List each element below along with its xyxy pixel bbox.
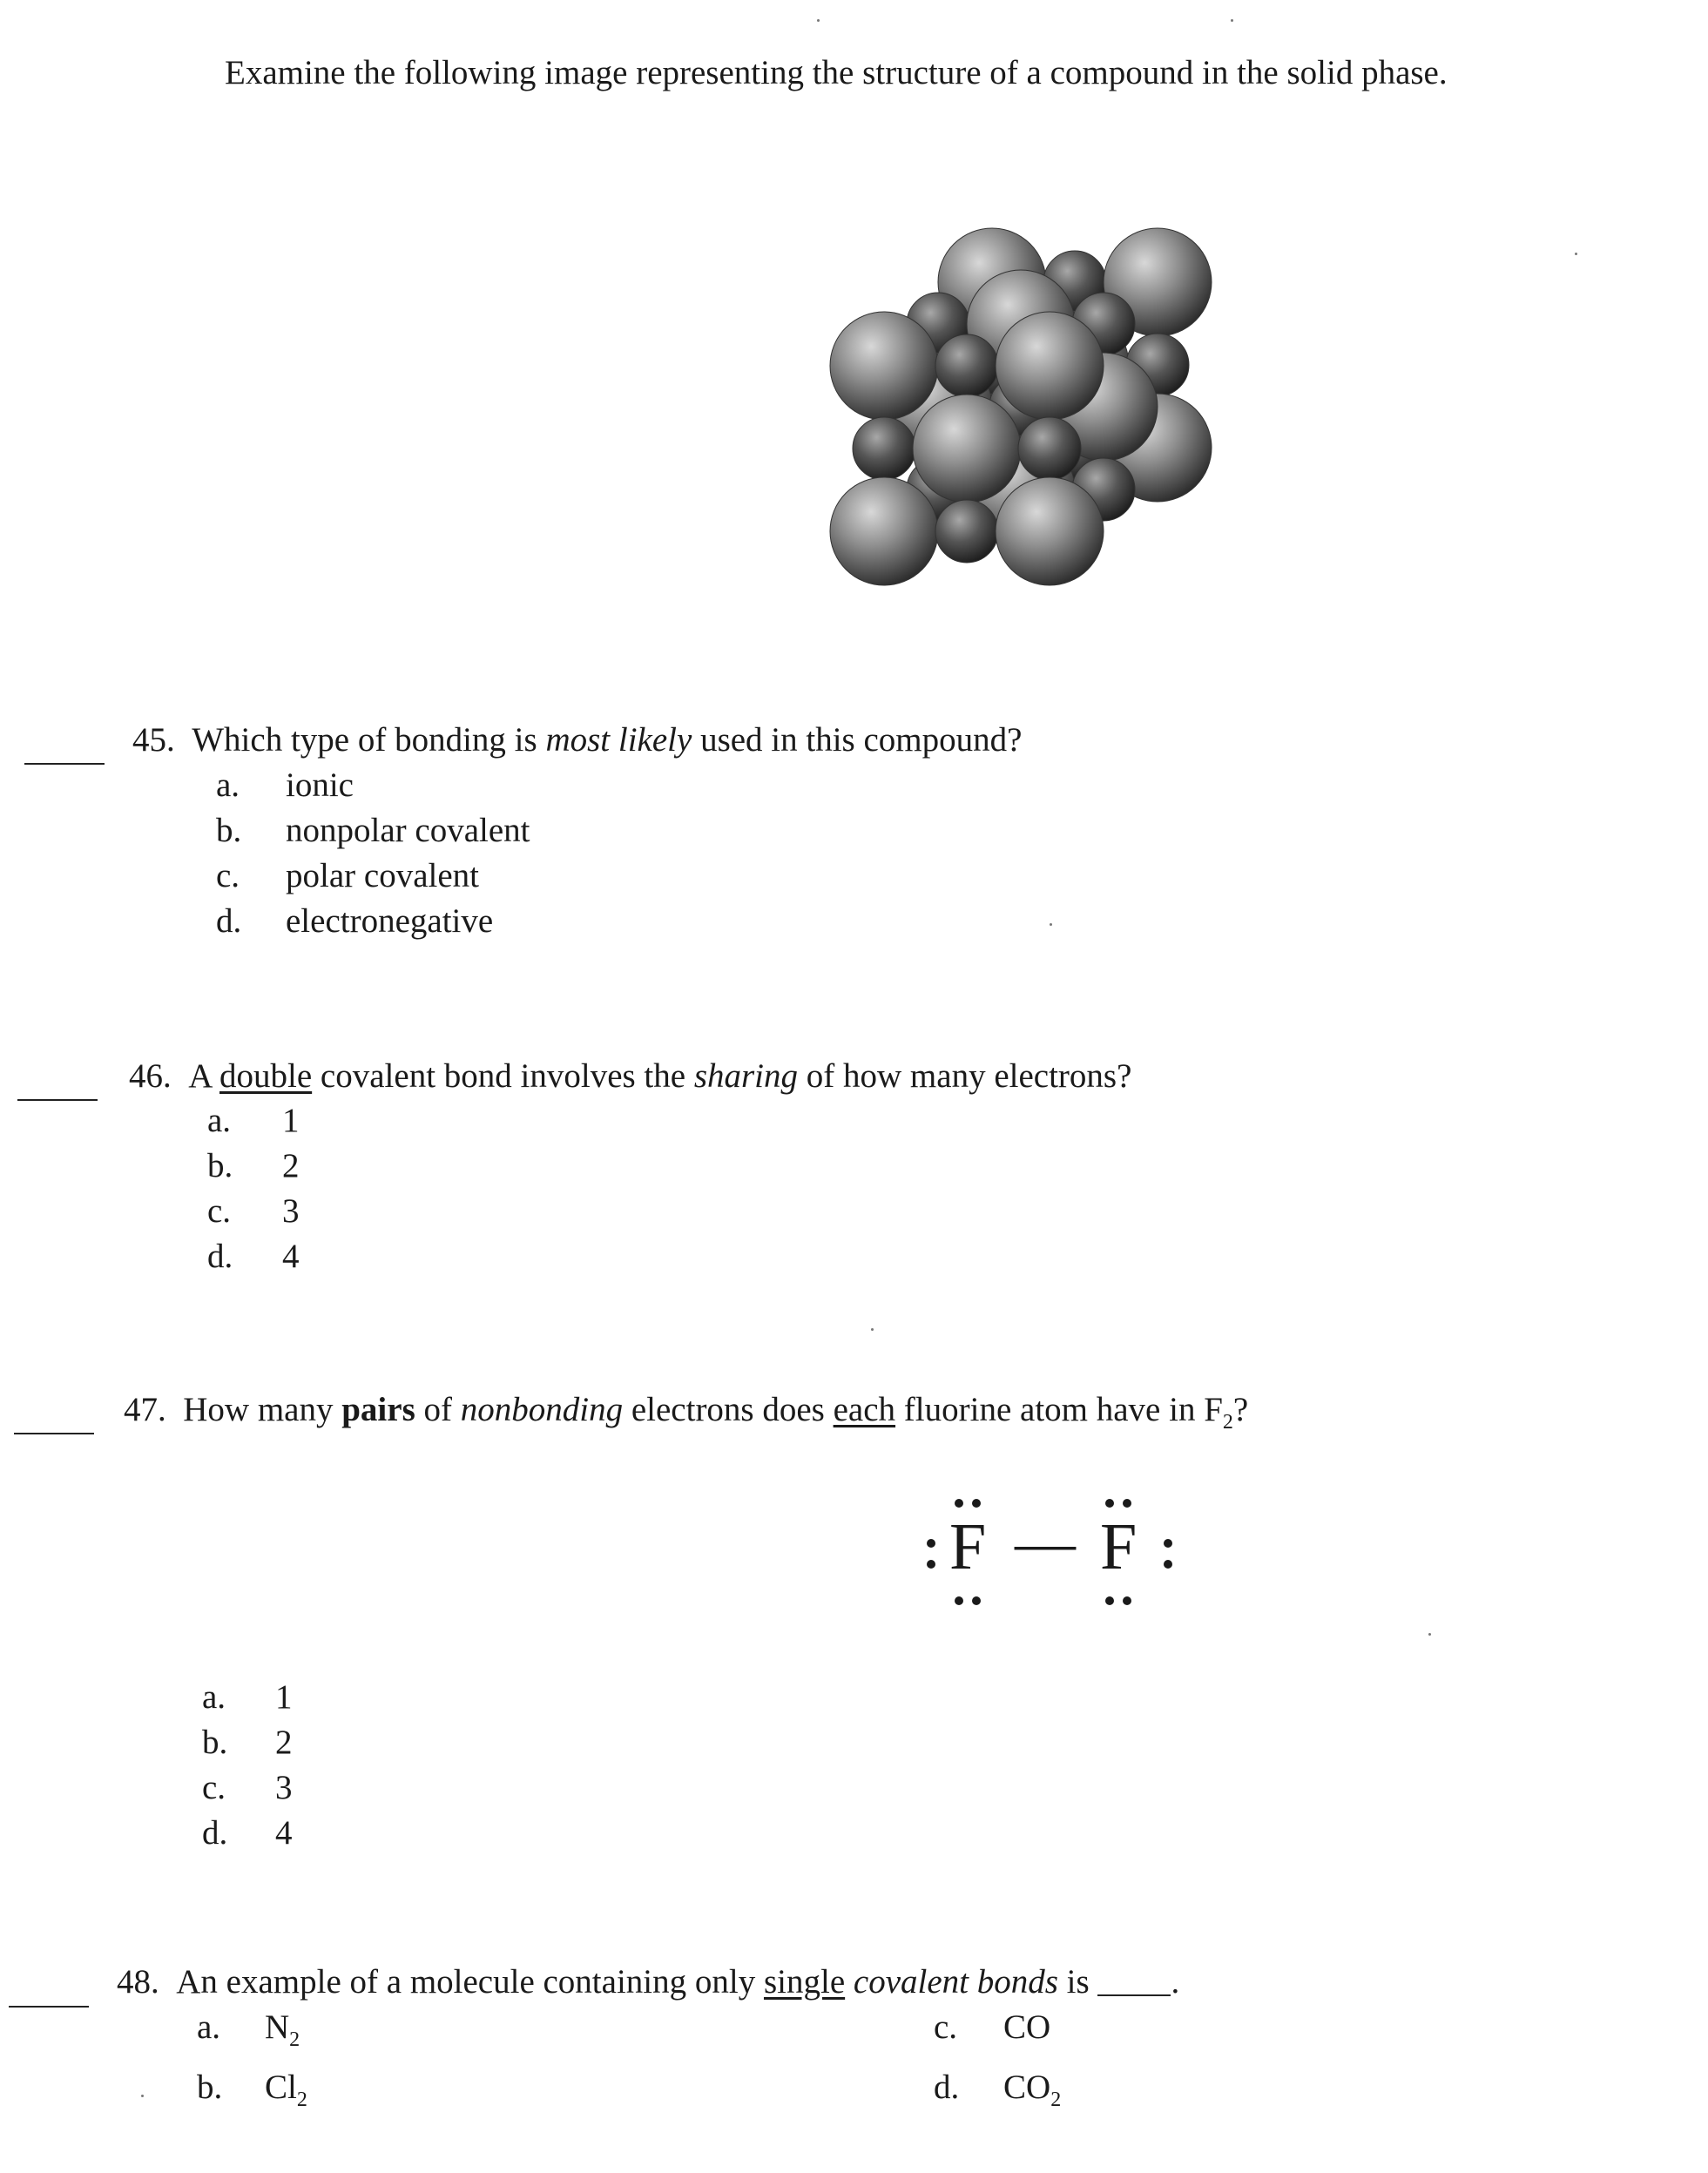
- scan-speck: [817, 19, 820, 22]
- question-text: Which type of bonding is: [192, 721, 546, 759]
- option-45-d[interactable]: [216, 901, 493, 942]
- small-ion: [935, 500, 998, 563]
- option-letter: c.: [202, 1769, 226, 1806]
- question-45: [132, 719, 1022, 761]
- option-letter: d.: [207, 1238, 233, 1275]
- question-text: used in this compound?: [692, 721, 1023, 759]
- large-ion: [996, 312, 1104, 420]
- question-text: of: [415, 1391, 461, 1428]
- intro-text: Examine the following image representing the structure of a compound in the solid phase.: [225, 54, 1448, 91]
- scan-speck: [1428, 1633, 1431, 1636]
- option-formula: Cl: [265, 2068, 297, 2106]
- question-text: of how many electrons?: [798, 1057, 1132, 1095]
- inline-answer-blank[interactable]: [1097, 1965, 1171, 1996]
- option-letter: a.: [197, 2008, 221, 2046]
- option-letter: d.: [202, 1814, 228, 1852]
- large-ion: [996, 477, 1104, 585]
- option-45-c[interactable]: [216, 855, 479, 897]
- question-bold: pairs: [341, 1391, 415, 1428]
- scan-speck: [141, 2095, 144, 2097]
- lewis-atom-left: F: [949, 1510, 987, 1583]
- option-text: 3: [275, 1769, 293, 1806]
- option-letter: d.: [934, 2068, 960, 2106]
- small-ion: [935, 334, 998, 397]
- scan-speck: [1050, 923, 1052, 926]
- option-45-a[interactable]: [216, 765, 354, 806]
- subscript: 2: [289, 2028, 300, 2051]
- question-number: 48.: [117, 1963, 159, 2001]
- option-letter: b.: [197, 2068, 223, 2106]
- large-ion: [830, 312, 938, 420]
- option-letter: b.: [202, 1724, 228, 1761]
- option-48-a[interactable]: [197, 2007, 300, 2051]
- option-letter: c.: [207, 1192, 232, 1230]
- question-emphasis: sharing: [693, 1057, 799, 1095]
- option-text: 3: [282, 1192, 300, 1230]
- option-text: 4: [275, 1814, 293, 1852]
- question-number: 46.: [129, 1057, 172, 1095]
- question-text: An example of a molecule containing only: [176, 1963, 764, 2001]
- question-text: How many: [183, 1391, 342, 1428]
- subscript: 2: [1222, 1411, 1233, 1434]
- lewis-bond: —: [1015, 1509, 1076, 1576]
- question-text: covalent bond involves the: [312, 1057, 694, 1095]
- option-letter: a.: [216, 766, 240, 804]
- answer-blank-45[interactable]: [24, 763, 105, 765]
- option-text: 1: [282, 1102, 300, 1139]
- option-46-c[interactable]: [207, 1191, 300, 1232]
- scan-speck: [871, 1328, 874, 1331]
- option-48-c[interactable]: [934, 2007, 1050, 2048]
- question-number: 47.: [124, 1391, 166, 1428]
- question-text: is: [1057, 1963, 1098, 2001]
- option-letter: b.: [216, 812, 242, 849]
- question-text: electrons does: [623, 1391, 834, 1428]
- option-letter: d.: [216, 902, 242, 940]
- lewis-structure: [919, 1481, 1198, 1611]
- question-underline: single: [763, 1963, 846, 2001]
- option-formula: N: [265, 2008, 290, 2046]
- question-emphasis: most likely: [545, 721, 692, 759]
- lewis-atom-right: F: [1100, 1510, 1138, 1583]
- small-ion: [853, 417, 915, 480]
- answer-blank-48[interactable]: [9, 2006, 89, 2008]
- ionic-lattice-icon: [788, 139, 1346, 679]
- option-47-d[interactable]: [202, 1812, 293, 1854]
- question-emphasis: covalent bonds: [853, 1963, 1058, 2001]
- scan-speck: [1231, 19, 1233, 22]
- question-text: [845, 1963, 854, 2001]
- question-48: [117, 1961, 1179, 2003]
- option-45-b[interactable]: [216, 810, 530, 852]
- option-letter: a.: [202, 1678, 226, 1716]
- option-47-c[interactable]: [202, 1767, 293, 1809]
- option-letter: c.: [934, 2008, 958, 2046]
- lone-pair-dots: [919, 1481, 1198, 1611]
- option-47-a[interactable]: [202, 1677, 293, 1718]
- option-text: 2: [282, 1147, 300, 1184]
- question-underline: each: [833, 1391, 896, 1428]
- option-text: 1: [275, 1678, 293, 1716]
- question-47: [124, 1389, 1249, 1434]
- option-46-d[interactable]: [207, 1236, 300, 1278]
- option-text: nonpolar covalent: [286, 812, 530, 849]
- option-text: 2: [275, 1724, 293, 1761]
- option-text: 4: [282, 1238, 300, 1275]
- question-text: .: [1171, 1963, 1180, 2001]
- option-letter: a.: [207, 1102, 232, 1139]
- question-text: ?: [1232, 1391, 1249, 1428]
- option-text: ionic: [286, 766, 354, 804]
- question-46: [129, 1056, 1131, 1097]
- option-letter: b.: [207, 1147, 233, 1184]
- option-48-b[interactable]: [197, 2067, 307, 2109]
- question-text: fluorine atom have in F: [895, 1391, 1223, 1428]
- large-ion: [913, 395, 1021, 503]
- lattice-figure: [788, 139, 1346, 679]
- answer-blank-47[interactable]: [14, 1433, 94, 1434]
- option-47-b[interactable]: [202, 1722, 293, 1764]
- option-48-d[interactable]: [934, 2067, 1061, 2109]
- option-46-b[interactable]: [207, 1145, 300, 1187]
- answer-blank-46[interactable]: [17, 1099, 98, 1101]
- small-ion: [1018, 417, 1081, 480]
- question-underline: double: [219, 1057, 313, 1095]
- subscript: 2: [296, 2089, 307, 2111]
- option-letter: c.: [216, 857, 240, 894]
- option-formula: CO: [1003, 2068, 1051, 2106]
- scan-speck: [1575, 253, 1577, 255]
- question-text: A: [188, 1057, 220, 1095]
- large-ion: [830, 477, 938, 585]
- option-text: electronegative: [286, 902, 494, 940]
- question-number: 45.: [132, 721, 175, 759]
- question-emphasis: nonbonding: [460, 1391, 624, 1428]
- option-text: polar covalent: [286, 857, 479, 894]
- option-46-a[interactable]: [207, 1100, 300, 1142]
- option-formula: CO: [1003, 2008, 1051, 2046]
- subscript: 2: [1050, 2089, 1062, 2111]
